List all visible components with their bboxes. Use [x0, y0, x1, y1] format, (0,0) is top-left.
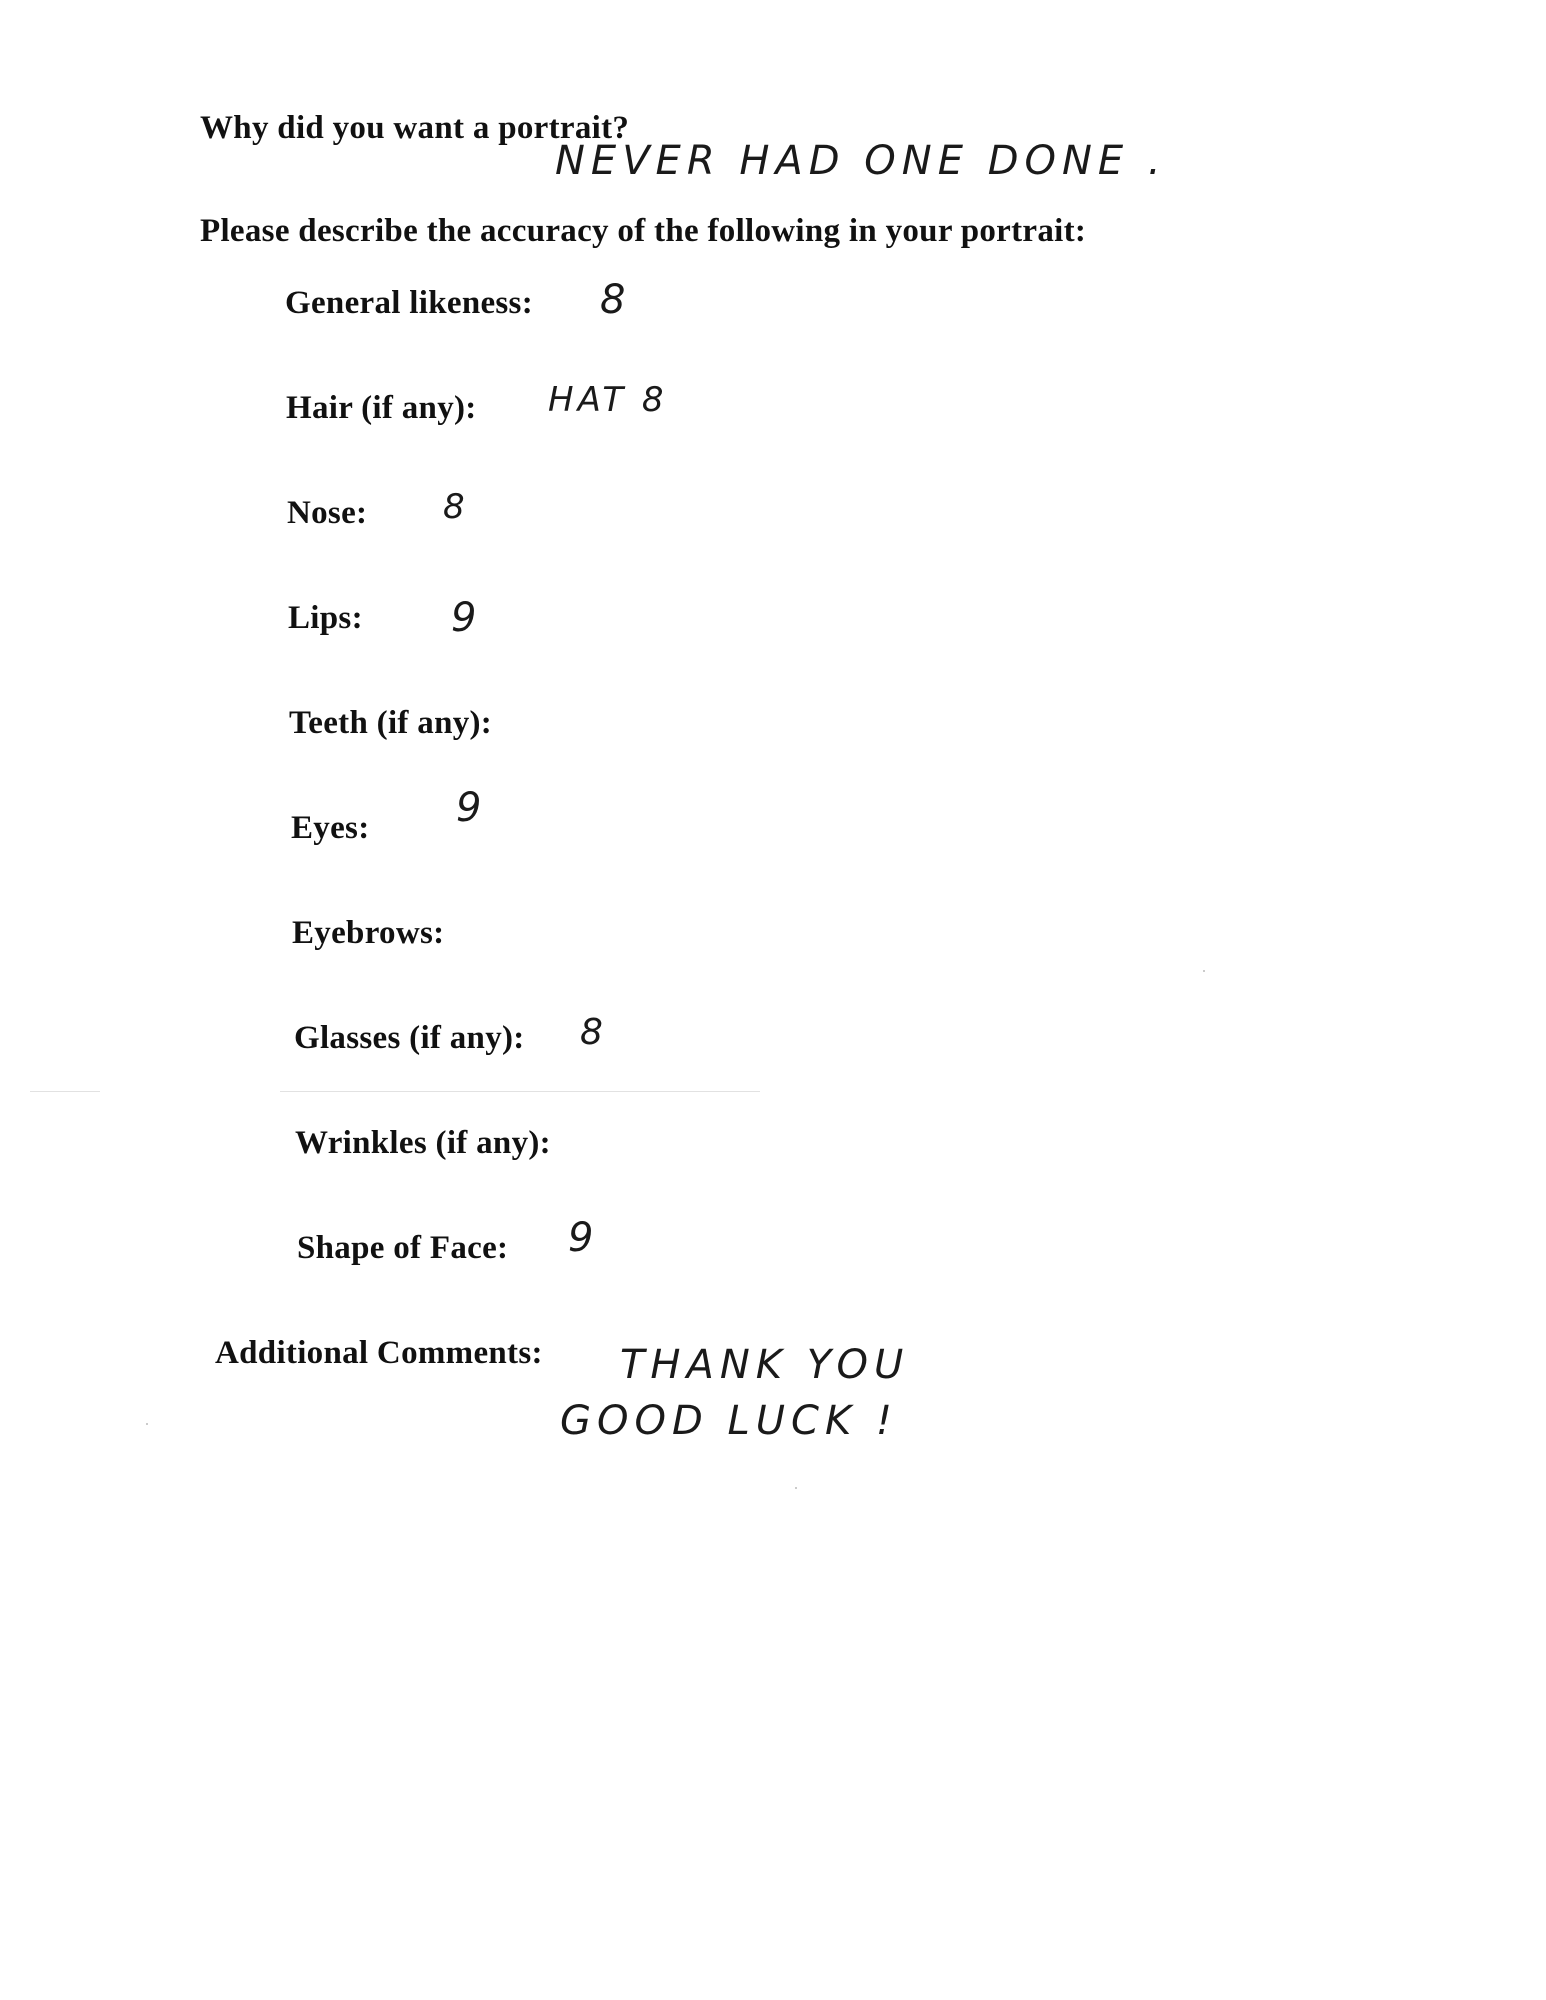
- scan-speck: [1203, 970, 1205, 972]
- glasses-label: Glasses (if any):: [294, 1020, 525, 1056]
- answer-why-portrait: NEVER HAD ONE DONE .: [555, 138, 1167, 184]
- eyes-value: 9: [456, 785, 482, 831]
- accuracy-heading: Please describe the accuracy of the following in your portrait:: [200, 213, 1087, 249]
- lips-value: 9: [451, 595, 477, 641]
- scan-artifact-line: [280, 1091, 760, 1092]
- nose-label: Nose:: [287, 495, 368, 531]
- nose-value: 8: [443, 487, 465, 527]
- comments-line-2: GOOD LUCK !: [560, 1398, 898, 1444]
- comments-line-1: THANK YOU: [620, 1342, 910, 1388]
- scan-artifact-line: [30, 1091, 100, 1092]
- face-shape-label: Shape of Face:: [297, 1230, 509, 1266]
- eyebrows-label: Eyebrows:: [292, 915, 445, 951]
- teeth-label: Teeth (if any):: [289, 705, 493, 741]
- wrinkles-label: Wrinkles (if any):: [295, 1125, 551, 1161]
- eyes-label: Eyes:: [291, 810, 370, 846]
- additional-comments-label: Additional Comments:: [215, 1335, 543, 1371]
- general-likeness-label: General likeness:: [285, 285, 533, 321]
- lips-label: Lips:: [288, 600, 363, 636]
- hair-label: Hair (if any):: [286, 390, 477, 426]
- face-shape-value: 9: [568, 1215, 594, 1261]
- scan-speck: [795, 1487, 797, 1489]
- glasses-value: 8: [580, 1012, 603, 1053]
- scan-speck: [146, 1423, 148, 1425]
- general-likeness-value: 8: [600, 277, 626, 323]
- hair-value: HAT 8: [548, 380, 668, 420]
- question-why-portrait: Why did you want a portrait?: [200, 110, 630, 146]
